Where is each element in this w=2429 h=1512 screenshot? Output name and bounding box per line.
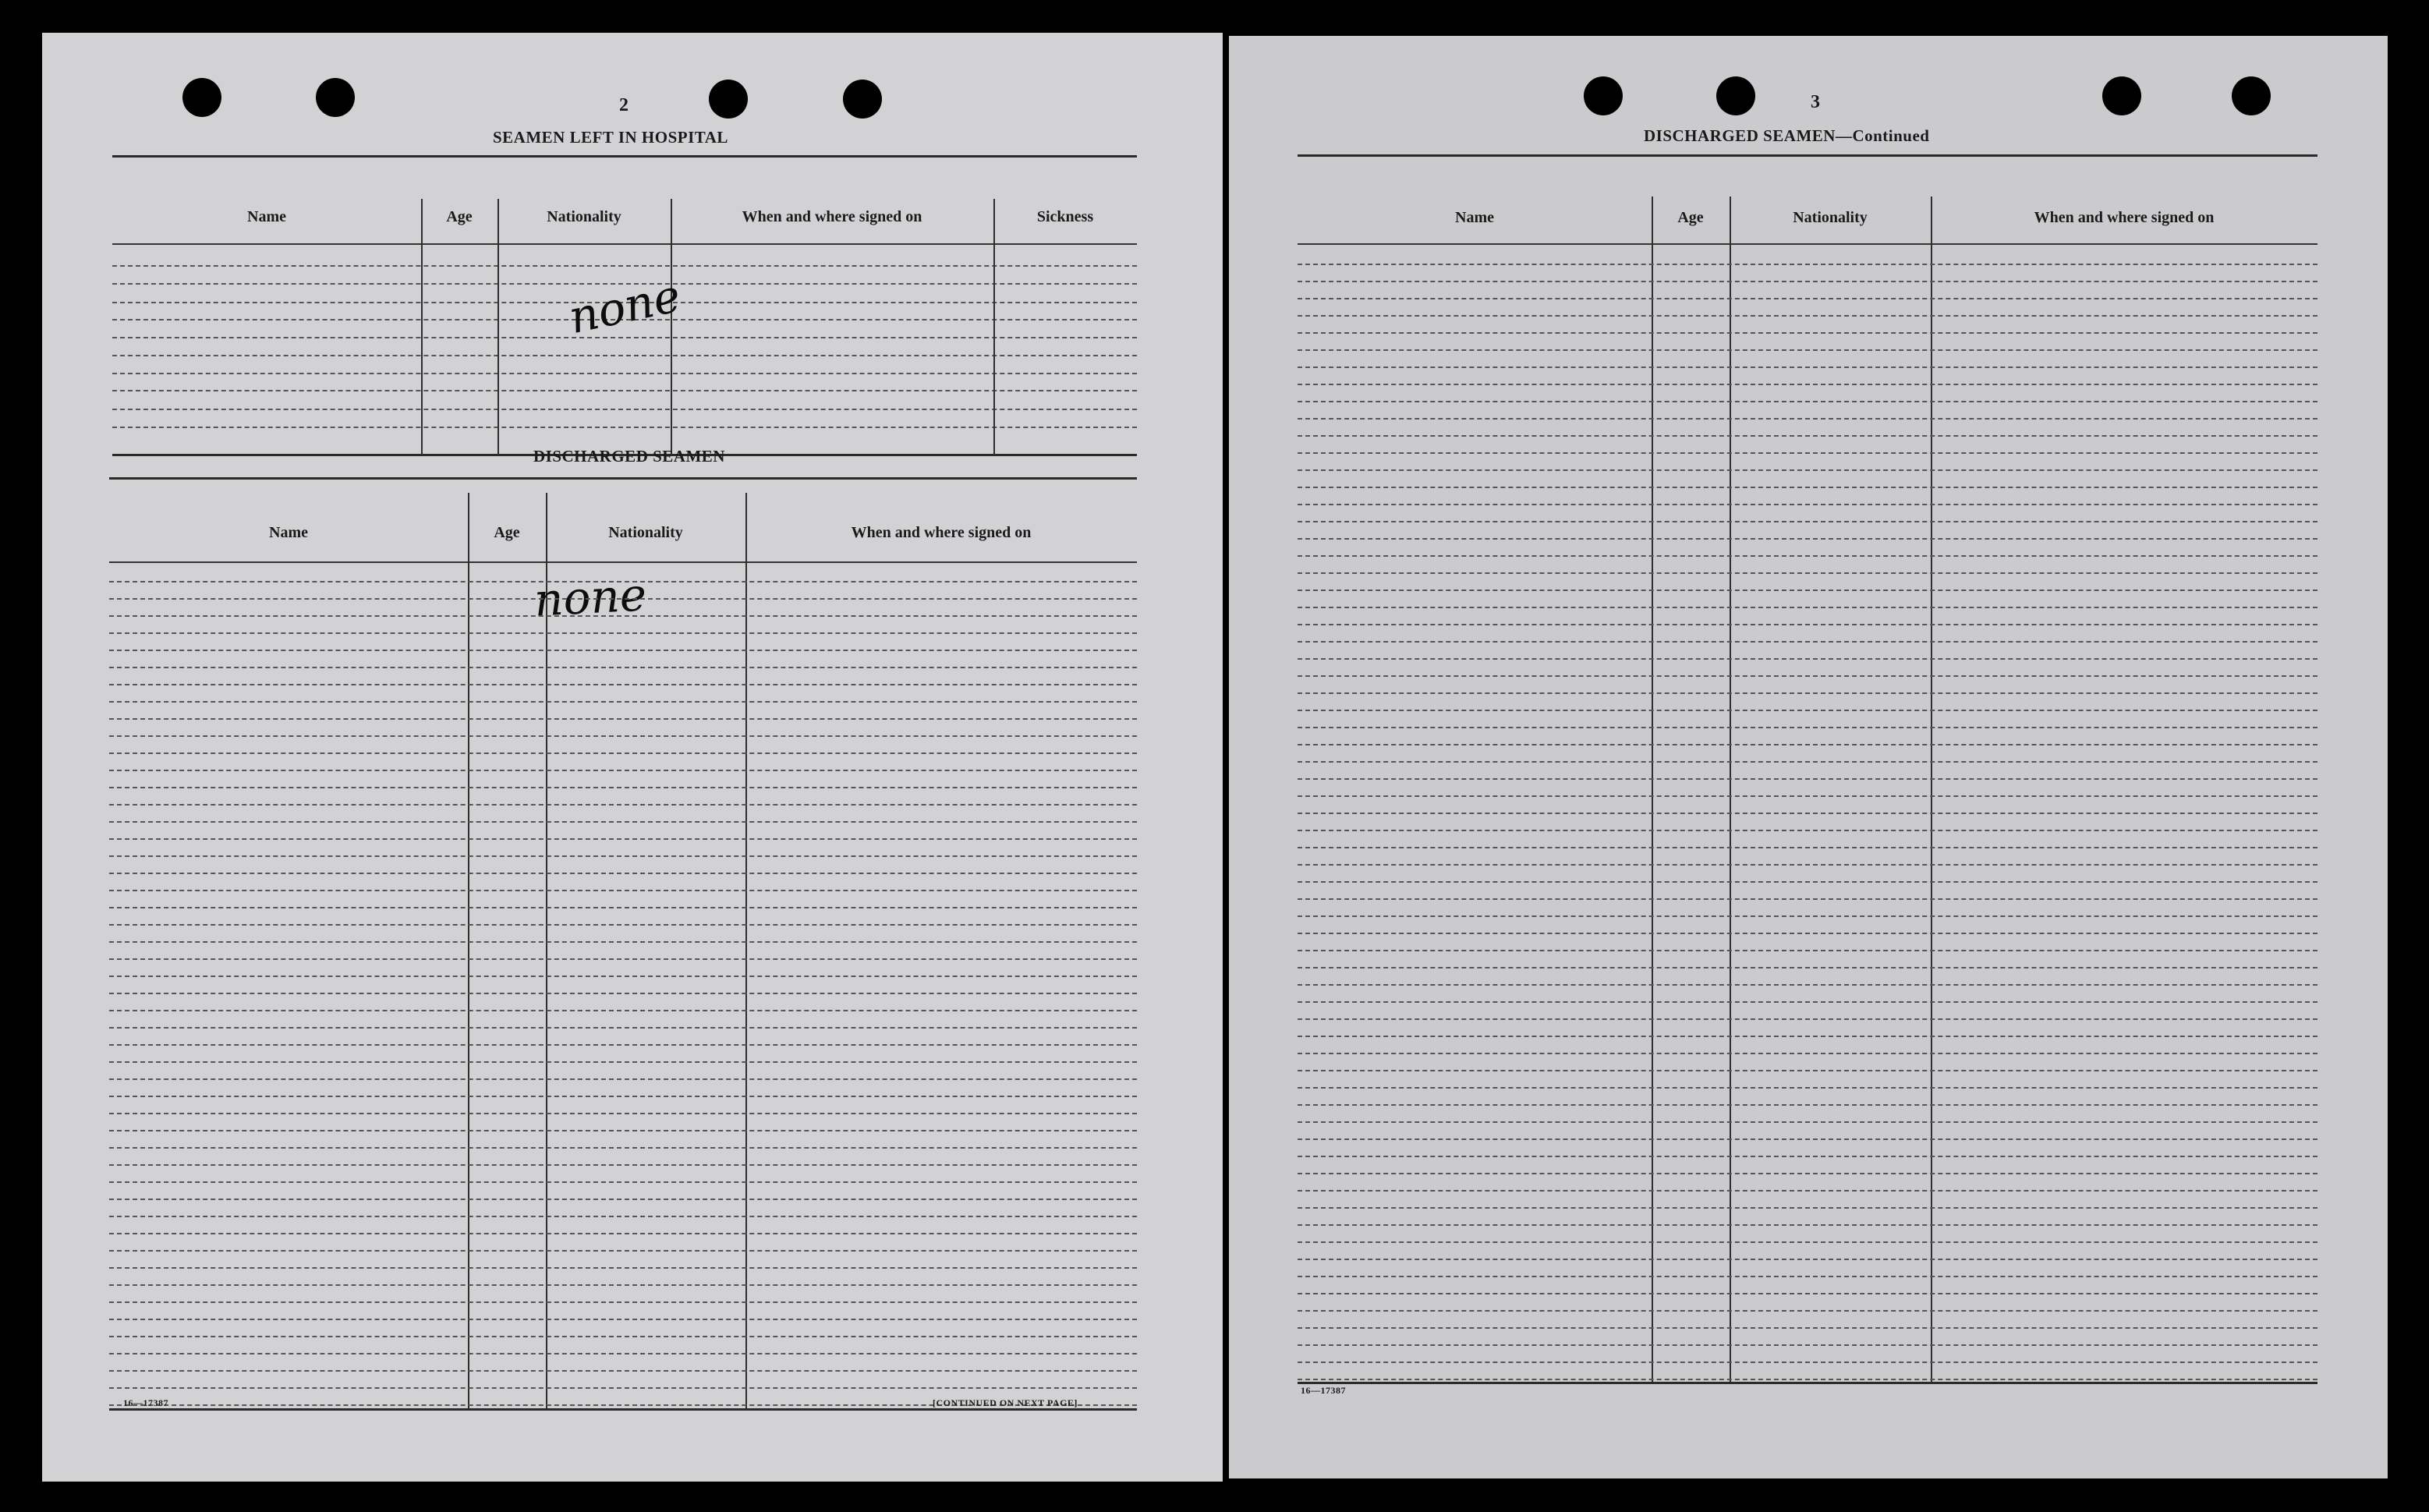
punch-hole xyxy=(316,78,355,117)
hospital-section-title: SEAMEN LEFT IN HOSPITAL xyxy=(493,128,728,147)
column-header-age: Age xyxy=(446,208,473,225)
row-line xyxy=(109,1233,1137,1234)
row-line xyxy=(1298,744,2317,745)
row-line xyxy=(1298,898,2317,900)
row-line xyxy=(1298,1327,2317,1329)
row-line xyxy=(109,958,1137,960)
page-number: 2 xyxy=(619,95,628,115)
row-line xyxy=(109,1164,1137,1166)
row-line xyxy=(1298,487,2317,488)
row-line xyxy=(1298,1053,2317,1054)
row-line xyxy=(109,890,1137,891)
row-line xyxy=(1298,1276,2317,1277)
header-rule xyxy=(112,243,1137,245)
row-line xyxy=(1298,795,2317,797)
column-header-signed-on: When and where signed on xyxy=(851,524,1032,541)
punch-hole xyxy=(182,78,221,117)
row-line xyxy=(109,1096,1137,1097)
row-line xyxy=(1298,984,2317,986)
row-line xyxy=(1298,418,2317,420)
row-line xyxy=(1298,641,2317,643)
punch-hole xyxy=(2232,76,2271,115)
row-line xyxy=(1298,435,2317,437)
row-line xyxy=(1298,813,2317,814)
row-line xyxy=(1298,830,2317,831)
row-line xyxy=(109,701,1137,703)
row-line xyxy=(1298,555,2317,557)
row-line xyxy=(1298,384,2317,385)
row-line xyxy=(112,265,1137,267)
row-line xyxy=(1298,624,2317,625)
row-line xyxy=(1298,675,2317,677)
row-line xyxy=(1298,1173,2317,1174)
column-divider xyxy=(745,493,747,1409)
row-line xyxy=(109,1216,1137,1217)
row-line xyxy=(109,1370,1137,1372)
row-line xyxy=(109,684,1137,685)
row-line xyxy=(112,355,1137,356)
row-line xyxy=(109,1284,1137,1286)
row-line xyxy=(1298,281,2317,282)
table-top-rule xyxy=(109,477,1137,480)
row-line xyxy=(109,993,1137,994)
column-header-signed-on: When and where signed on xyxy=(2034,209,2215,226)
row-line xyxy=(109,1319,1137,1320)
row-line xyxy=(109,1353,1137,1354)
row-line xyxy=(1298,950,2317,951)
row-line xyxy=(1298,933,2317,934)
row-line xyxy=(109,650,1137,651)
row-line xyxy=(109,770,1137,771)
row-line xyxy=(109,735,1137,737)
row-line xyxy=(1298,1104,2317,1106)
form-number: 16—17387 xyxy=(1301,1385,1346,1396)
row-line xyxy=(109,907,1137,908)
row-line xyxy=(1298,692,2317,694)
column-divider xyxy=(546,493,547,1409)
row-line xyxy=(109,787,1137,788)
row-line xyxy=(1298,349,2317,351)
form-number: 16—17387 xyxy=(123,1397,168,1408)
row-line xyxy=(1298,538,2317,540)
row-line xyxy=(1298,1190,2317,1192)
row-line xyxy=(1298,967,2317,968)
header-rule xyxy=(109,561,1137,563)
row-line xyxy=(109,1010,1137,1011)
row-line xyxy=(1298,1121,2317,1123)
row-line xyxy=(1298,401,2317,402)
row-line xyxy=(109,855,1137,857)
row-line xyxy=(1298,332,2317,334)
row-line xyxy=(109,581,1137,582)
row-line xyxy=(1298,607,2317,608)
handwritten-none: none xyxy=(564,268,685,345)
row-line xyxy=(1298,1207,2317,1209)
table-top-rule xyxy=(1298,154,2317,157)
right-page xyxy=(1229,36,2388,1478)
row-line xyxy=(109,598,1137,600)
column-header-name: Name xyxy=(269,524,308,541)
left-page xyxy=(42,33,1223,1482)
row-line xyxy=(1298,366,2317,368)
row-line xyxy=(109,752,1137,754)
discharged-table xyxy=(109,477,1137,1421)
row-line xyxy=(1298,1224,2317,1226)
discharged-section-title: DISCHARGED SEAMEN xyxy=(533,447,725,466)
row-line xyxy=(1298,572,2317,574)
row-line xyxy=(109,1027,1137,1029)
column-header-nationality: Nationality xyxy=(1793,209,1868,226)
row-line xyxy=(1298,1087,2317,1089)
row-line xyxy=(109,976,1137,977)
row-line xyxy=(1298,710,2317,711)
row-line xyxy=(109,1267,1137,1269)
row-line xyxy=(1298,1259,2317,1260)
row-line xyxy=(112,373,1137,374)
column-header-age: Age xyxy=(1677,209,1704,226)
discharged-continued-title xyxy=(1644,126,1929,146)
table-top-rule xyxy=(112,155,1137,158)
continued-note: [CONTINUED ON NEXT PAGE] xyxy=(933,1397,1078,1408)
row-line xyxy=(109,924,1137,926)
punch-hole xyxy=(709,80,748,119)
row-line xyxy=(1298,452,2317,454)
row-line xyxy=(109,838,1137,840)
punch-hole xyxy=(843,80,882,119)
row-line xyxy=(1298,315,2317,317)
row-line xyxy=(112,409,1137,410)
row-line xyxy=(1298,469,2317,471)
column-header-sickness: Sickness xyxy=(1036,208,1094,225)
row-line xyxy=(109,1130,1137,1131)
row-line xyxy=(112,337,1137,338)
row-line xyxy=(1298,778,2317,780)
title-suffix: —Continued xyxy=(1835,126,1930,145)
header-rule xyxy=(1298,243,2317,245)
punch-hole xyxy=(1584,76,1623,115)
column-divider xyxy=(671,199,672,456)
row-line xyxy=(1298,1036,2317,1037)
row-line xyxy=(112,427,1137,428)
row-line xyxy=(1298,521,2317,522)
column-divider xyxy=(497,199,499,456)
column-header-age: Age xyxy=(494,524,520,541)
column-divider xyxy=(468,493,469,1409)
row-line xyxy=(109,1250,1137,1252)
row-line xyxy=(109,1387,1137,1389)
row-line xyxy=(109,1078,1137,1080)
row-line xyxy=(1298,881,2317,883)
row-line xyxy=(109,615,1137,617)
title-main: DISCHARGED SEAMEN xyxy=(1644,126,1836,145)
row-line xyxy=(1298,1293,2317,1294)
column-divider xyxy=(993,199,995,456)
column-header-nationality: Nationality xyxy=(608,524,683,541)
row-line xyxy=(1298,1070,2317,1071)
row-line xyxy=(1298,264,2317,265)
row-line xyxy=(1298,590,2317,591)
continued-discharged-table xyxy=(1298,154,2317,1390)
row-line xyxy=(109,1336,1137,1337)
row-line xyxy=(1298,298,2317,299)
row-line xyxy=(1298,761,2317,763)
row-line xyxy=(109,1181,1137,1183)
row-line xyxy=(1298,1344,2317,1346)
row-line xyxy=(109,1113,1137,1114)
punch-hole xyxy=(2102,76,2141,115)
column-header-signed-on: When and where signed on xyxy=(742,208,922,225)
column-divider xyxy=(1652,197,1653,1382)
row-line xyxy=(1298,847,2317,848)
row-line xyxy=(1298,1018,2317,1020)
column-header-name: Name xyxy=(247,208,286,225)
column-header-name: Name xyxy=(1455,209,1494,226)
row-line xyxy=(1298,1379,2317,1380)
page-number: 3 xyxy=(1811,92,1820,112)
row-line xyxy=(1298,915,2317,917)
row-line xyxy=(109,1199,1137,1200)
row-line xyxy=(1298,1310,2317,1312)
row-line xyxy=(109,873,1137,874)
row-line xyxy=(1298,1138,2317,1140)
column-divider xyxy=(421,199,423,456)
punch-hole xyxy=(1716,76,1755,115)
row-line xyxy=(1298,504,2317,505)
row-line xyxy=(109,632,1137,634)
row-line xyxy=(1298,1241,2317,1243)
column-divider xyxy=(1931,197,1932,1382)
row-line xyxy=(109,821,1137,823)
column-header-nationality: Nationality xyxy=(547,208,621,225)
row-line xyxy=(1298,1156,2317,1157)
row-line xyxy=(1298,727,2317,728)
row-line xyxy=(109,941,1137,943)
table-bottom-rule xyxy=(1298,1382,2317,1384)
row-line xyxy=(109,1301,1137,1303)
row-line xyxy=(109,1044,1137,1046)
hospital-table xyxy=(112,155,1137,458)
row-line xyxy=(109,1147,1137,1149)
row-line xyxy=(1298,1001,2317,1003)
row-line xyxy=(109,1061,1137,1063)
row-line xyxy=(109,804,1137,806)
row-line xyxy=(109,718,1137,720)
row-line xyxy=(1298,658,2317,660)
row-line xyxy=(112,390,1137,391)
row-line xyxy=(1298,1362,2317,1363)
row-line xyxy=(1298,864,2317,866)
row-line xyxy=(109,667,1137,668)
column-divider xyxy=(1730,197,1731,1382)
handwritten-none: none xyxy=(533,568,648,627)
